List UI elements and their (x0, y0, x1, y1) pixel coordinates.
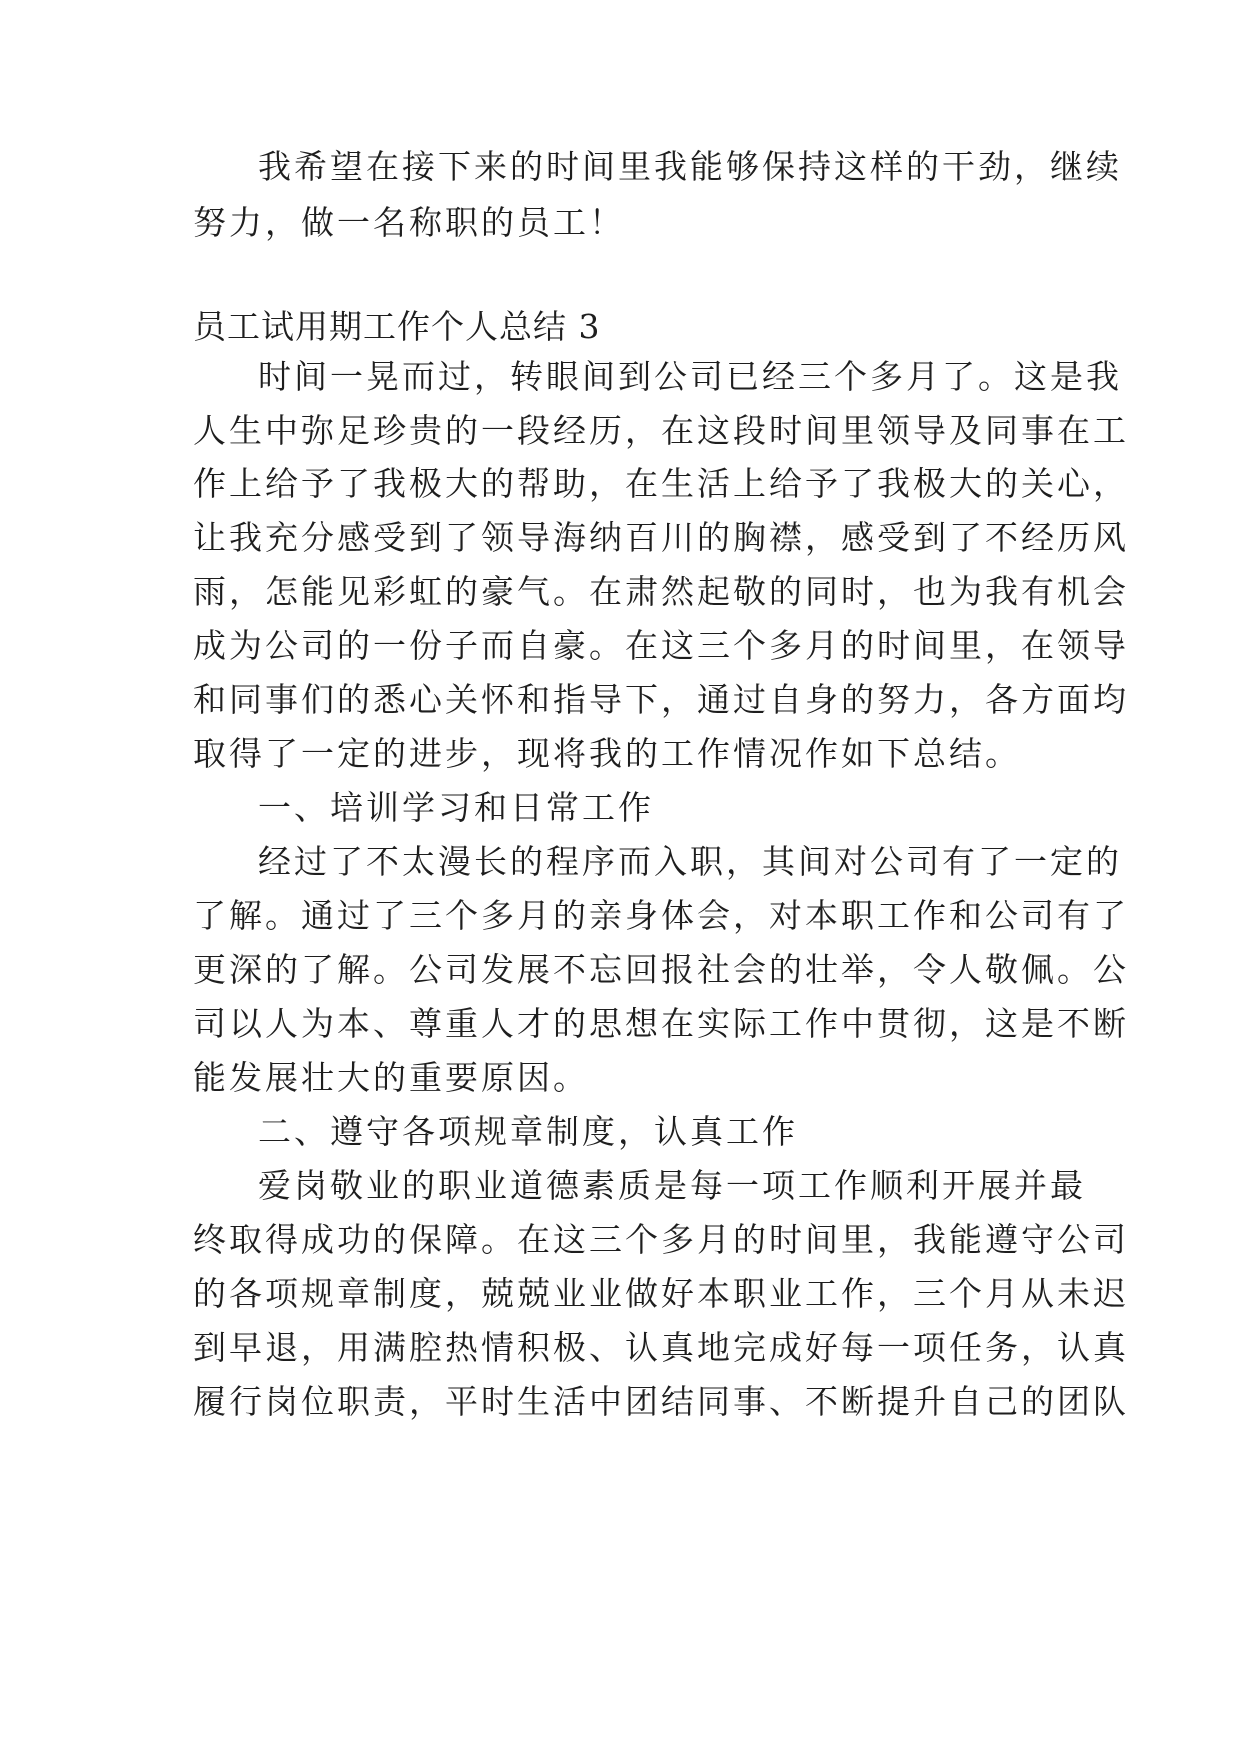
intro-paragraph-line: 成为公司的一份子而自豪。在这三个多月的时间里，在领导 (193, 626, 1129, 665)
intro-paragraph-line: 让我充分感受到了领导海纳百川的胸襟，感受到了不经历风 (193, 518, 1129, 557)
paragraph-2-line: 履行岗位职责，平时生活中团结同事、不断提升自己的团队 (193, 1382, 1129, 1421)
intro-paragraph-line: 人生中弥足珍贵的一段经历，在这段时间里领导及同事在工 (193, 411, 1129, 450)
paragraph-1-line: 经过了不太漫长的程序而入职，其间对公司有了一定的 (258, 842, 1122, 881)
paragraph-2-line: 爱岗敬业的职业道德素质是每一项工作顺利开展并最 (258, 1166, 1086, 1205)
paragraph-1-line: 司以人为本、尊重人才的思想在实际工作中贯彻，这是不断 (193, 1004, 1129, 1043)
intro-paragraph-line: 雨，怎能见彩虹的豪气。在肃然起敬的同时，也为我有机会 (193, 572, 1129, 611)
paragraph-2-line: 终取得成功的保障。在这三个多月的时间里，我能遵守公司 (193, 1220, 1129, 1259)
paragraph-1-line: 能发展壮大的重要原因。 (193, 1058, 589, 1097)
paragraph-2-line: 到早退，用满腔热情积极、认真地完成好每一项任务，认真 (193, 1328, 1129, 1367)
closing-paragraph-line: 我希望在接下来的时间里我能够保持这样的干劲，继续 (258, 147, 1122, 186)
intro-paragraph-line: 作上给予了我极大的帮助，在生活上给予了我极大的关心， (193, 464, 1129, 503)
closing-paragraph-line: 努力，做一名称职的员工！ (193, 203, 625, 242)
paragraph-1-line: 了解。通过了三个多月的亲身体会，对本职工作和公司有了 (193, 896, 1129, 935)
intro-paragraph-line: 时间一晃而过，转眼间到公司已经三个多月了。这是我 (258, 357, 1122, 396)
paragraph-2-line: 的各项规章制度，兢兢业业做好本职业工作，三个月从未迟 (193, 1274, 1129, 1313)
subheading-rules: 二、遵守各项规章制度，认真工作 (258, 1112, 798, 1151)
intro-paragraph-line: 和同事们的悉心关怀和指导下，通过自身的努力，各方面均 (193, 680, 1129, 719)
section-title: 员工试用期工作个人总结 3 (193, 307, 601, 346)
paragraph-1-line: 更深的了解。公司发展不忘回报社会的壮举，令人敬佩。公 (193, 950, 1129, 989)
intro-paragraph-line: 取得了一定的进步，现将我的工作情况作如下总结。 (193, 734, 1021, 773)
subheading-training: 一、培训学习和日常工作 (258, 788, 654, 827)
